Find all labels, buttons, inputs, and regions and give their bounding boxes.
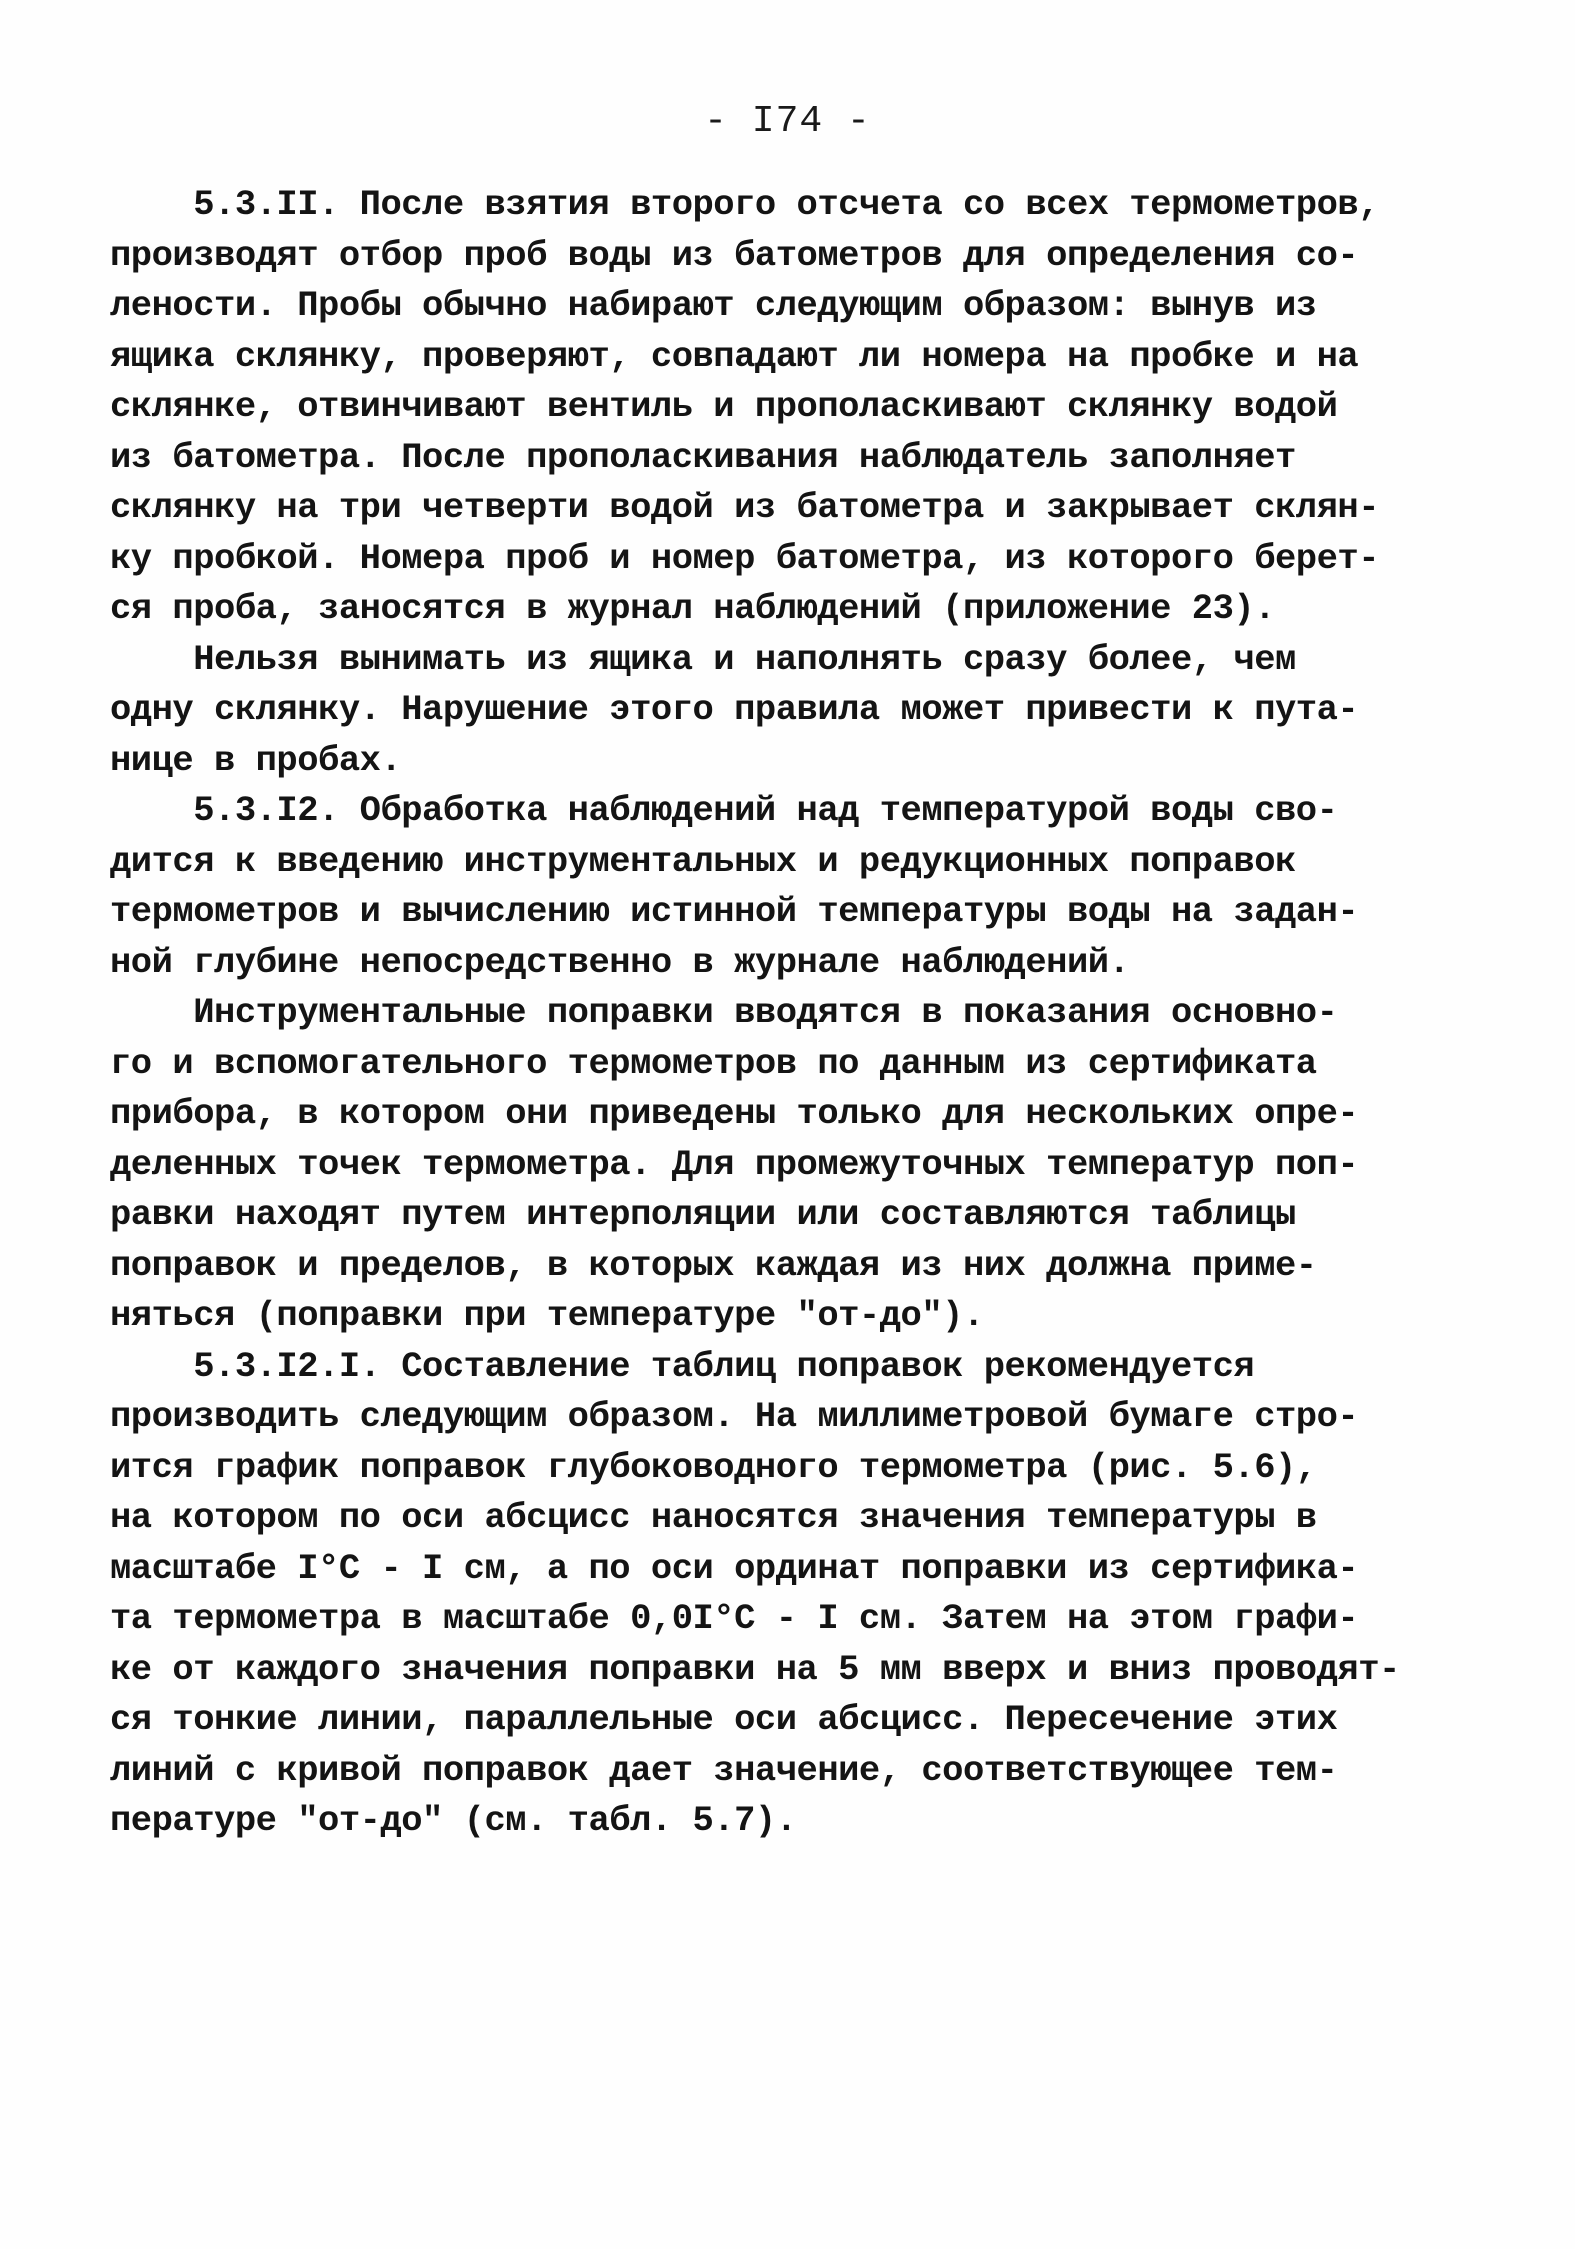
body-text (110, 180, 1410, 1847)
text-line: равки находят путем интерполяции или составляются таблицы (110, 1194, 1296, 1235)
text-line: та термометра в масштабе 0,0I°C - I см. Затем на этом графи- (110, 1598, 1359, 1639)
text-line: склянку на три четверти водой из батометра и закрывает склян- (110, 487, 1380, 528)
text-line: ится график поправок глубоководного термометра (рис. 5.6), (110, 1446, 1317, 1488)
text-line: Инструментальные поправки вводятся в показания основно- (110, 992, 1338, 1033)
text-line: Нельзя вынимать из ящика и наполнять сразу более, чем (110, 638, 1296, 680)
text-line: ся проба, заносятся в журнал наблюдений (приложение 23). (110, 588, 1275, 629)
text-line: ся тонкие линии, параллельные оси абсцисс. Пересечение этих (110, 1699, 1338, 1740)
text-line: лености. Пробы обычно набирают следующим образом: вынув из (110, 285, 1317, 326)
text-line: на котором по оси абсцисс наносятся значения температуры в (110, 1497, 1317, 1538)
text-line: го и вспомогательного термометров по данным из сертификата (110, 1042, 1317, 1084)
text-line: няться (поправки при температуре "от-до"). (110, 1295, 984, 1336)
text-line: нице в пробах. (110, 739, 402, 781)
text-line: 5.3.I2.I. Составление таблиц поправок рекомендуется (110, 1345, 1255, 1387)
text-line: ке от каждого значения поправки на 5 мм вверх и вниз проводят- (110, 1648, 1400, 1690)
text-line: линий с кривой поправок дает значение, соответствующее тем- (110, 1749, 1338, 1791)
text-line: склянке, отвинчивают вентиль и прополаскивают склянку водой (110, 386, 1338, 427)
text-line: производят отбор проб воды из батометров для определения со- (110, 234, 1359, 276)
text-line: ку пробкой. Номера проб и номер батометра, из которого берет- (110, 537, 1380, 579)
text-line: прибора, в котором они приведены только для нескольких опре- (110, 1093, 1359, 1134)
text-line: ящика склянку, проверяют, совпадают ли номера на пробке и на (110, 335, 1359, 377)
text-line: масштабе I°C - I см, а по оси ординат поправки из сертифика- (110, 1547, 1359, 1589)
text-line: пературе "от-до" (см. табл. 5.7). (110, 1800, 797, 1841)
text-line: деленных точек термометра. Для промежуточных температур поп- (110, 1143, 1359, 1185)
text-line: ной глубине непосредственно в журнале наблюдений. (110, 941, 1130, 983)
text-line: 5.3.II. После взятия второго отсчета со всех термометров, (110, 184, 1380, 225)
text-line: производить следующим образом. На миллиметровой бумаге стро- (110, 1396, 1359, 1437)
text-line: 5.3.I2. Обработка наблюдений над температурой воды сво- (110, 790, 1338, 831)
text-line: поправок и пределов, в которых каждая из них должна приме- (110, 1244, 1317, 1286)
text-line: дится к введению инструментальных и редукционных поправок (110, 840, 1296, 882)
text-line: термометров и вычислению истинной температуры воды на задан- (110, 891, 1359, 932)
text-line: из батометра. После прополаскивания наблюдатель заполняет (110, 436, 1296, 478)
page-number: - I74 - (704, 100, 871, 143)
text-line: одну склянку. Нарушение этого правила может привести к пута- (110, 689, 1359, 730)
